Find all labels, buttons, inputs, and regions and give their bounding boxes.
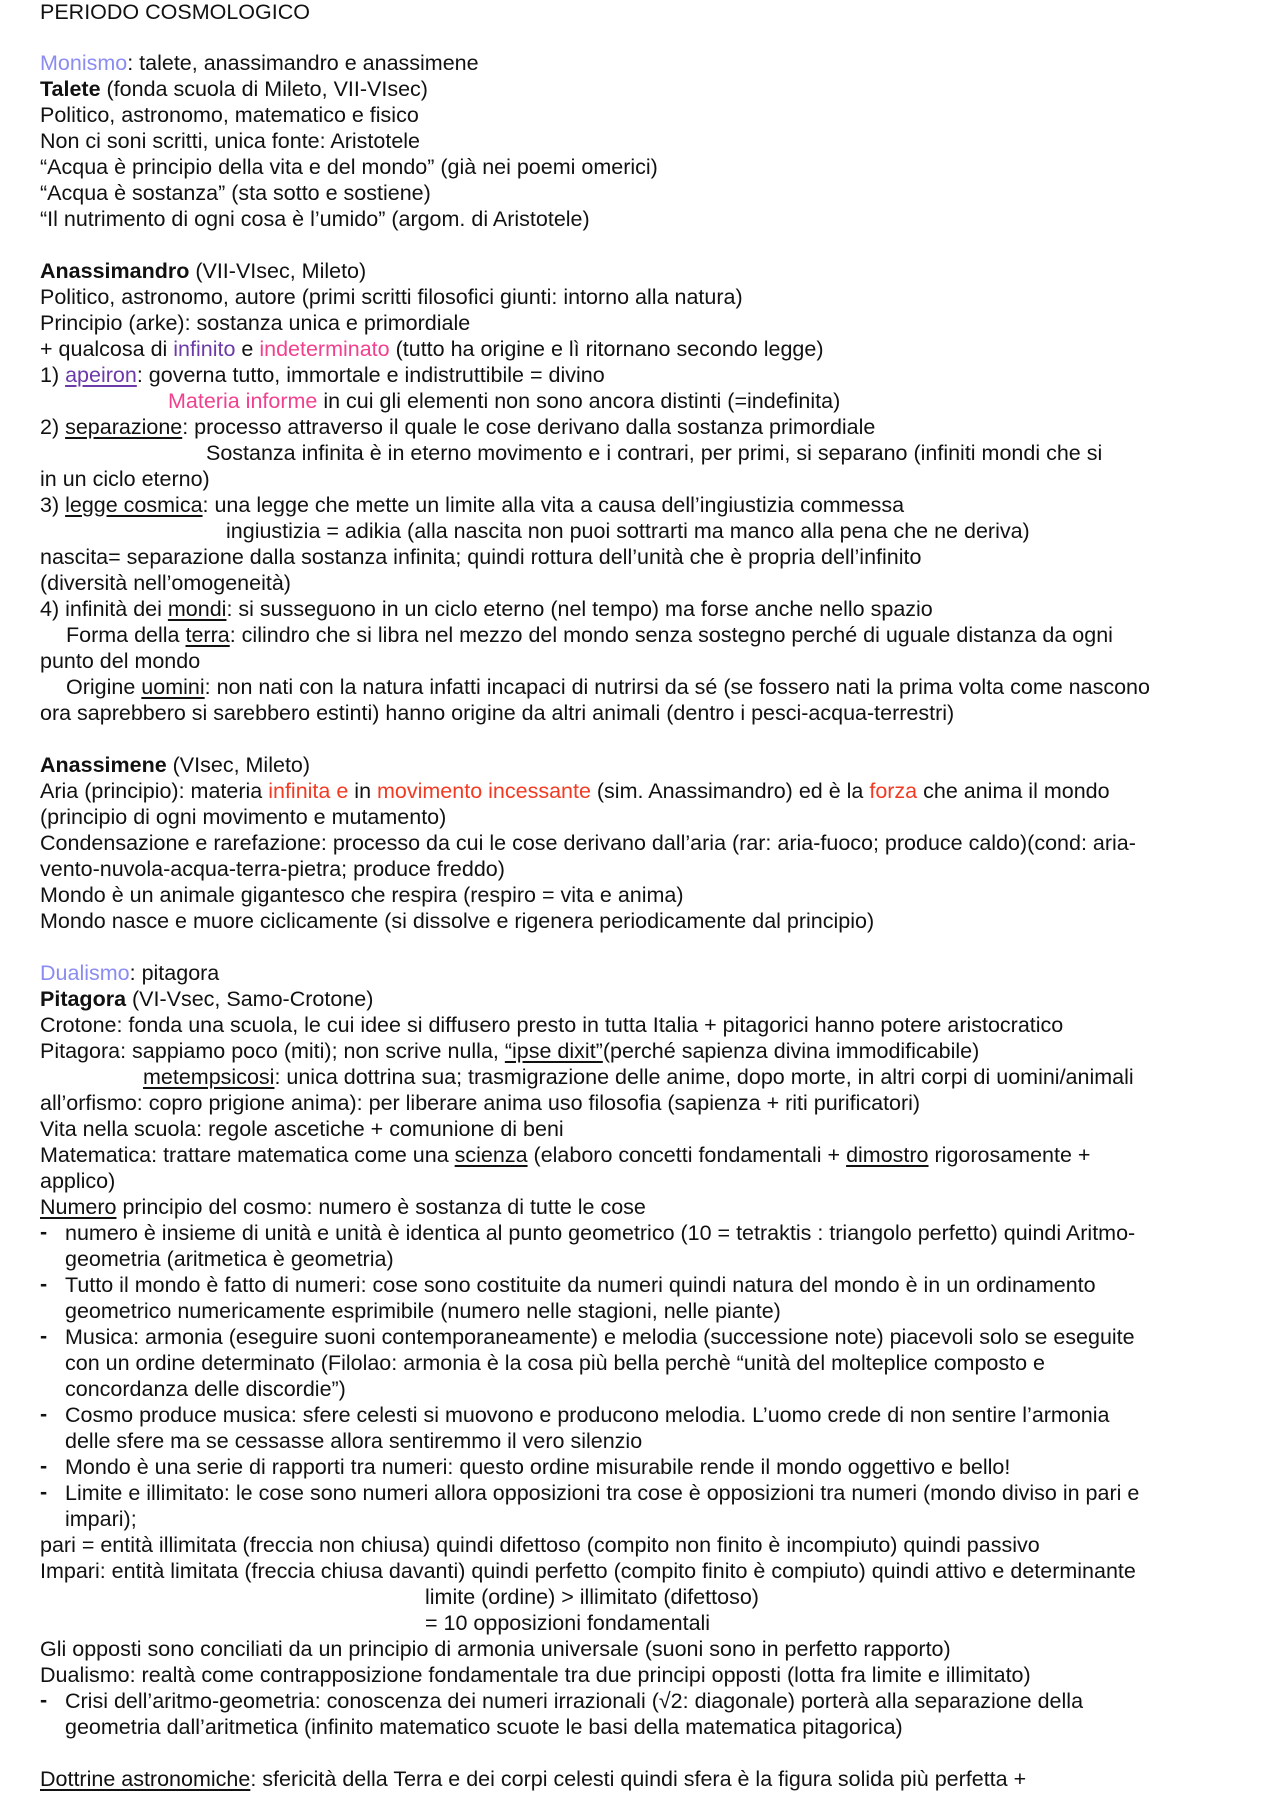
bullet-dash: - <box>40 1272 48 1296</box>
bullet-dash: - <box>40 1688 48 1712</box>
bullet-text: Musica: armonia (eseguire suoni contemporaneamente) e melodia (successione note) piacevoli solo se eseguite <box>65 1325 1135 1349</box>
text-line: 4) infinità dei mondi: si susseguono in un ciclo eterno (nel tempo) ma forse anche nello spazio <box>40 597 933 621</box>
text-line: metempsicosi: unica dottrina sua; trasmigrazione delle anime, dopo morte, in altri corpi di uomini/animali <box>143 1065 1134 1089</box>
pitagora-heading: Pitagora (VI-Vsec, Samo-Crotone) <box>40 987 374 1011</box>
bullet-dash: - <box>40 1402 48 1426</box>
monismo-label: Monismo <box>40 51 128 75</box>
text-line: punto del mondo <box>40 649 201 673</box>
text-line: “Il nutrimento di ogni cosa è l’umido” (argom. di Aristotele) <box>40 207 590 231</box>
bullet-dash: - <box>40 1480 48 1504</box>
text-line: + qualcosa di infinito e indeterminato (tutto ha origine e lì ritornano secondo legge) <box>40 337 824 361</box>
bullet-text: concordanza delle discordie”) <box>65 1377 346 1401</box>
text-line: ingiustizia = adikia (alla nascita non puoi sottrarti ma manco alla pena che ne deriva) <box>226 519 1030 543</box>
text-line: 2) separazione: processo attraverso il quale le cose derivano dalla sostanza primordiale <box>40 415 876 439</box>
bullet-text: delle sfere ma se cessasse allora sentiremmo il vero silenzio <box>65 1429 643 1453</box>
text-line: “Acqua è sostanza” (sta sotto e sostiene) <box>40 181 431 205</box>
text-line: Mondo nasce e muore ciclicamente (si dissolve e rigenera periodicamente dal principio) <box>40 909 875 933</box>
text-line: in un ciclo eterno) <box>40 467 210 491</box>
text-line: “Acqua è principio della vita e del mondo” (già nei poemi omerici) <box>40 155 658 179</box>
text-line: (diversità nell’omogeneità) <box>40 571 291 595</box>
bullet-text: Tutto il mondo è fatto di numeri: cose sono costituite da numeri quindi natura del mondo è in un ordinamento <box>65 1273 1096 1297</box>
text-line: Politico, astronomo, matematico e fisico <box>40 103 419 127</box>
text-line: Numero principio del cosmo: numero è sostanza di tutte le cose <box>40 1195 646 1219</box>
text-line: ora saprebbero si sarebbero estinti) hanno origine da altri animali (dentro i pesci-acqua-terrestri) <box>40 701 955 725</box>
text-line: Matematica: trattare matematica come una scienza (elaboro concetti fondamentali + dimostro rigorosamente + <box>40 1143 1091 1167</box>
bullet-text: geometrico numericamente esprimibile (numero nelle stagioni, nelle piante) <box>65 1299 781 1323</box>
talete-heading: Talete (fonda scuola di Mileto, VII-VIsec) <box>40 77 428 101</box>
dualismo-heading: Dualismo: pitagora <box>40 961 220 985</box>
bullet-dash: - <box>40 1220 48 1244</box>
bullet-text: Crisi dell’aritmo-geometria: conoscenza dei numeri irrazionali (√2: diagonale) porterà alla separazione della <box>65 1689 1084 1713</box>
text-line: Impari: entità limitata (freccia chiusa davanti) quindi perfetto (compito finito è compiuto) quindi attivo e determinante <box>40 1559 1136 1583</box>
text-line: all’orfismo: copro prigione anima): per liberare anima uso filosofia (sapienza + riti purificatori) <box>40 1091 921 1115</box>
text-line: Vita nella scuola: regole ascetiche + comunione di beni <box>40 1117 564 1141</box>
bullet-dash: - <box>40 1324 48 1348</box>
text-line: Aria (principio): materia infinita e in movimento incessante (sim. Anassimandro) ed è la forza che anima il mondo <box>40 779 1110 803</box>
page-title: PERIODO COSMOLOGICO <box>40 0 310 24</box>
bullet-text: Mondo è una serie di rapporti tra numeri: questo ordine misurabile rende il mondo oggettivo e bello! <box>65 1455 1011 1479</box>
text-line: 1) apeiron: governa tutto, immortale e indistruttibile = divino <box>40 363 605 387</box>
text-line: Pitagora: sappiamo poco (miti); non scrive nulla, “ipse dixit”(perché sapienza divina immodificabile) <box>40 1039 980 1063</box>
text-line: Dualismo: realtà come contrapposizione fondamentale tra due principi opposti (lotta fra limite e illimitato) <box>40 1663 1031 1687</box>
apeiron-link: apeiron <box>65 363 137 387</box>
text-line: Crotone: fonda una scuola, le cui idee si diffusero presto in tutta Italia + pitagorici hanno potere aristocratico <box>40 1013 1064 1037</box>
text-line: limite (ordine) > illimitato (difettoso) <box>425 1585 759 1609</box>
text-line: nascita= separazione dalla sostanza infinita; quindi rottura dell’unità che è propria dell’infinito <box>40 545 922 569</box>
bullet-text: numero è insieme di unità e unità è identica al punto geometrico (10 = tetraktis : triangolo perfetto) quindi Aritmo- <box>65 1221 1136 1245</box>
bullet-text: con un ordine determinato (Filolao: armonia è la cosa più bella perchè “unità del molteplice composto e <box>65 1351 1045 1375</box>
text-line: Forma della terra: cilindro che si libra nel mezzo del mondo senza sostegno perché di uguale distanza da ogni <box>66 623 1113 647</box>
monismo-heading: Monismo: talete, anassimandro e anassimene <box>40 51 479 75</box>
text-line: Dottrine astronomiche: sfericità della Terra e dei corpi celesti quindi sfera è la figura solida più perfetta + <box>40 1767 1027 1791</box>
text-line: vento-nuvola-acqua-terra-pietra; produce freddo) <box>40 857 505 881</box>
bullet-text: geometria dall’aritmetica (infinito matematico scuote le basi della matematica pitagorica) <box>65 1715 903 1739</box>
text-line: Sostanza infinita è in eterno movimento e i contrari, per primi, si separano (infiniti mondi che si <box>206 441 1103 465</box>
text-line: 3) legge cosmica: una legge che mette un limite alla vita a causa dell’ingiustizia commessa <box>40 493 905 517</box>
text-line: Politico, astronomo, autore (primi scritti filosofici giunti: intorno alla natura) <box>40 285 743 309</box>
text-line: Materia informe in cui gli elementi non sono ancora distinti (=indefinita) <box>168 389 841 413</box>
anassimene-heading: Anassimene (VIsec, Mileto) <box>40 753 311 777</box>
text-line: Non ci soni scritti, unica fonte: Aristotele <box>40 129 421 153</box>
text-line: Principio (arke): sostanza unica e primordiale <box>40 311 471 335</box>
text-line: Condensazione e rarefazione: processo da cui le cose derivano dall’aria (rar: aria-fuoco; produce caldo)(cond: aria- <box>40 831 1136 855</box>
text-line: Mondo è un animale gigantesco che respira (respiro = vita e anima) <box>40 883 684 907</box>
text-line: Origine uomini: non nati con la natura infatti incapaci di nutrirsi da sé (se fossero nati la prima volta come nascono <box>66 675 1150 699</box>
bullet-text: Limite e illimitato: le cose sono numeri allora opposizioni tra cose è opposizioni tra numeri (mondo diviso in pari e <box>65 1481 1140 1505</box>
bullet-text: geometria (aritmetica è geometria) <box>65 1247 394 1271</box>
text-line: Gli opposti sono conciliati da un principio di armonia universale (suoni sono in perfetto rapporto) <box>40 1637 951 1661</box>
text-line: applico) <box>40 1169 116 1193</box>
bullet-text: Cosmo produce musica: sfere celesti si muovono e producono melodia. L’uomo crede di non sentire l’armonia <box>65 1403 1110 1427</box>
bullet-dash: - <box>40 1454 48 1478</box>
bullet-text: impari); <box>65 1507 137 1531</box>
text-line: pari = entità illimitata (freccia non chiusa) quindi difettoso (compito non finito è incompiuto) quindi passivo <box>40 1533 1040 1557</box>
text-line: = 10 opposizioni fondamentali <box>425 1611 711 1635</box>
anassimandro-heading: Anassimandro (VII-VIsec, Mileto) <box>40 259 367 283</box>
text-line: (principio di ogni movimento e mutamento) <box>40 805 447 829</box>
